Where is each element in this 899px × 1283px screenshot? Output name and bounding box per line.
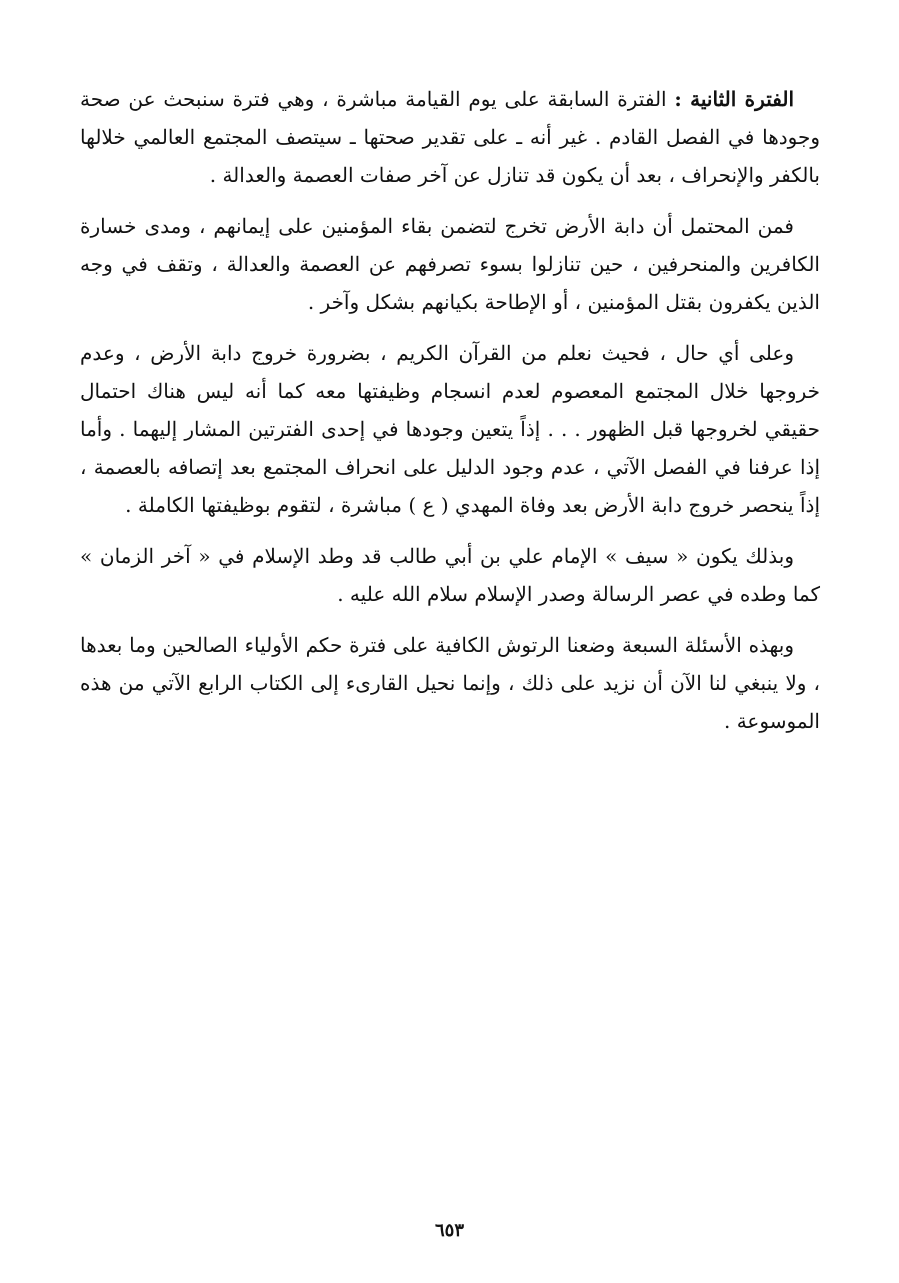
- paragraph-text: وبهذه الأسئلة السبعة وضعنا الرتوش الكافية على فترة حكم الأولياء الصالحين وما بعدها ، ولا ينبغي لنا الآن أن نزيد على ذلك ، وإنما نحيل القارىء إلى الكتاب الرابع الآتي من هذه الموسوعة .: [80, 633, 820, 733]
- section-heading: الفترة الثانية :: [674, 87, 794, 111]
- paragraph-1: [80, 80, 820, 194]
- paragraph-2: [80, 207, 820, 321]
- paragraph-text: الفترة السابقة على يوم القيامة مباشرة ، وهي فترة سنبحث عن صحة وجودها في الفصل القادم . غير أنه ـ على تقدير صحتها ـ سيتصف المجتمع العالمي خلالها بالكفر والإنحراف ، بعد أن يكون قد تنازل عن آخر صفات العصمة والعدالة .: [80, 87, 820, 187]
- page-number: ٦٥٣: [434, 1220, 464, 1241]
- paragraph-text: فمن المحتمل أن دابة الأرض تخرج لتضمن بقاء المؤمنين على إيمانهم ، ومدى خسارة الكافرين والمنحرفين ، حين تنازلوا بسوء تصرفهم عن العصمة والعدالة ، وتقف في وجه الذين يكفرون بقتل المؤمنين ، أو الإطاحة بكيانهم بشكل وآخر .: [80, 214, 820, 314]
- paragraph-text: وعلى أي حال ، فحيث نعلم من القرآن الكريم ، بضرورة خروج دابة الأرض ، وعدم خروجها خلال المجتمع المعصوم لعدم انسجام وظيفتها معه كما أنه ليس هناك احتمال حقيقي لخروجها قبل الظهور . . . إذاً يتعين وجودها في إحدى الفترتين المشار إليهما . وأما إذا عرفنا في الفصل الآتي ، عدم وجود الدليل على انحراف المجتمع بعد إتصافه بالعصمة ، إذاً ينحصر خروج دابة الأرض بعد وفاة المهدي ( ع ) مباشرة ، لتقوم بوظيفتها الكاملة .: [80, 341, 820, 517]
- paragraph-4: [80, 537, 820, 613]
- paragraph-5: [80, 626, 820, 740]
- paragraph-text: وبذلك يكون « سيف » الإمام علي بن أبي طالب قد وطد الإسلام في « آخر الزمان » كما وطده في عصر الرسالة وصدر الإسلام سلام الله عليه .: [80, 544, 820, 606]
- page-body: [80, 80, 820, 753]
- paragraph-3: [80, 334, 820, 524]
